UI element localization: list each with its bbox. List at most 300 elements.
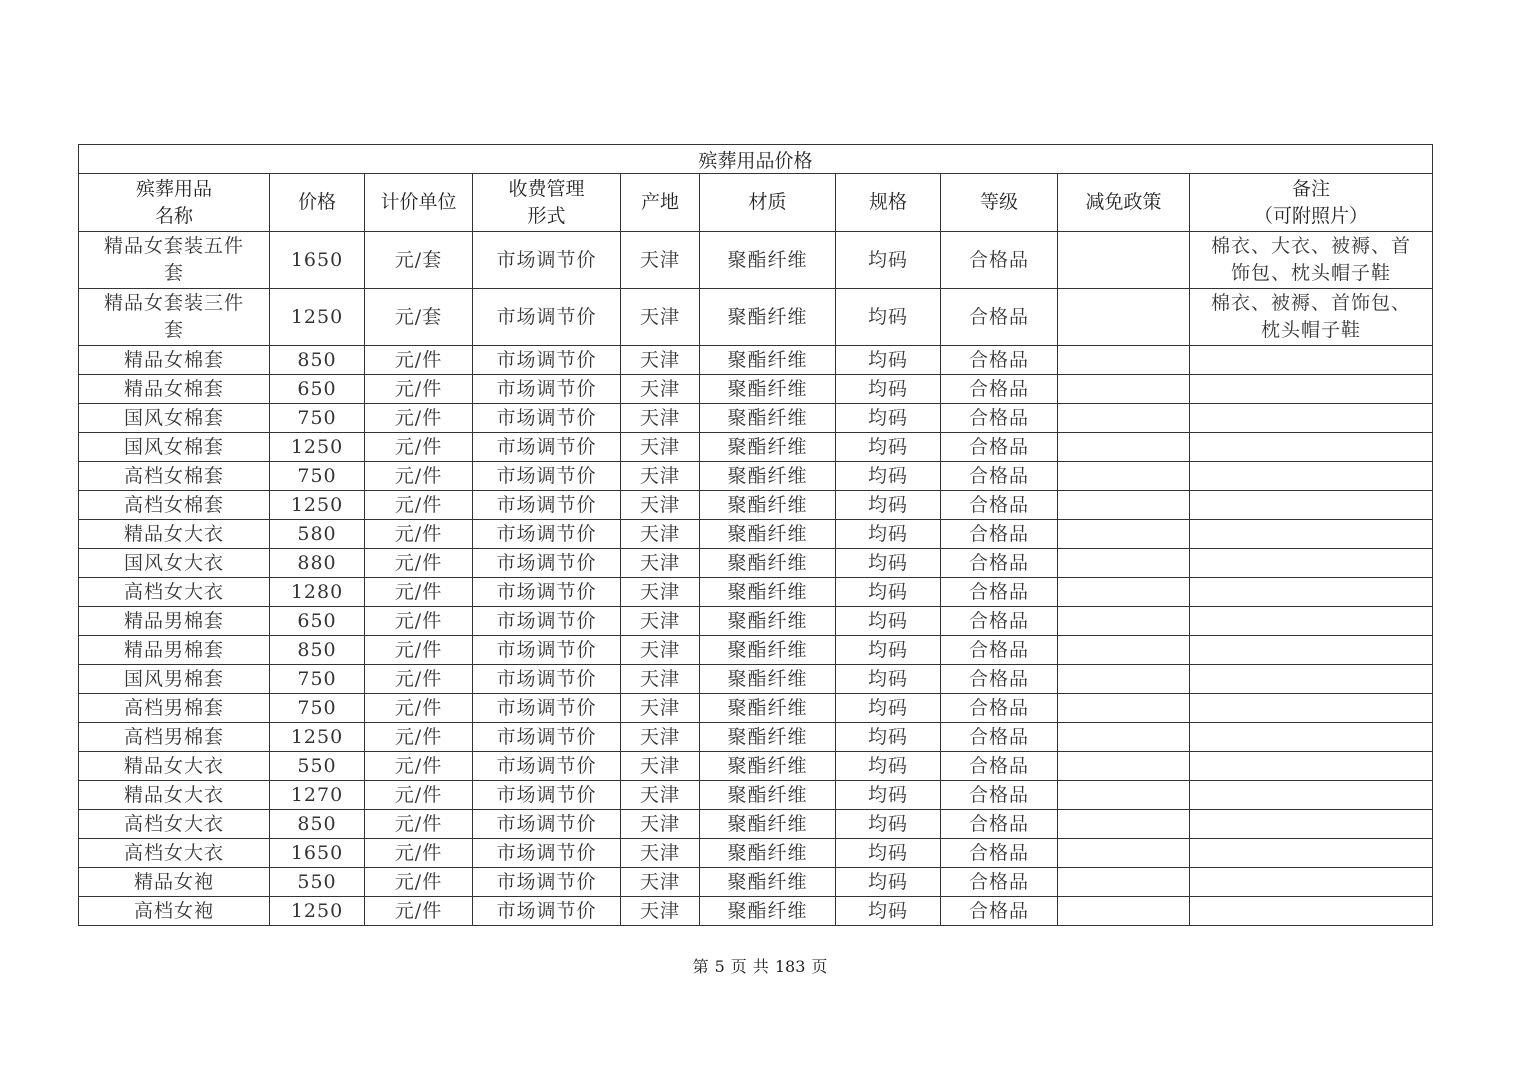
cell-grade: 合格品 xyxy=(941,232,1058,289)
cell-spec: 均码 xyxy=(836,578,941,607)
footer-total-pages: 183 xyxy=(774,957,806,976)
cell-name-line: 套 xyxy=(163,262,184,284)
cell-spec: 均码 xyxy=(836,723,941,752)
cell-origin: 天津 xyxy=(621,549,700,578)
cell-material: 聚酯纤维 xyxy=(700,578,836,607)
header-line: 减免政策 xyxy=(1085,191,1162,213)
cell-mgmt: 市场调节价 xyxy=(473,289,621,346)
cell-note xyxy=(1190,578,1433,607)
cell-price: 650 xyxy=(270,375,365,404)
cell-price: 850 xyxy=(270,636,365,665)
cell-unit: 元/件 xyxy=(365,433,473,462)
cell-name-line: 精品女大衣 xyxy=(123,522,224,545)
cell-unit: 元/件 xyxy=(365,665,473,694)
cell-material: 聚酯纤维 xyxy=(700,375,836,404)
header-material xyxy=(700,174,836,232)
cell-unit: 元/件 xyxy=(365,607,473,636)
cell-material: 聚酯纤维 xyxy=(700,549,836,578)
cell-mgmt: 市场调节价 xyxy=(473,462,621,491)
table-title: 殡葬用品价格 xyxy=(79,145,1433,174)
cell-note xyxy=(1190,462,1433,491)
cell-price: 1650 xyxy=(270,839,365,868)
cell-price: 650 xyxy=(270,607,365,636)
cell-grade: 合格品 xyxy=(941,346,1058,375)
cell-price: 1250 xyxy=(270,491,365,520)
table-row xyxy=(79,694,1433,723)
cell-unit: 元/件 xyxy=(365,404,473,433)
header-line: 价格 xyxy=(297,191,336,213)
cell-spec: 均码 xyxy=(836,665,941,694)
cell-note xyxy=(1190,694,1433,723)
table-row xyxy=(79,781,1433,810)
cell-relief xyxy=(1058,665,1190,694)
cell-grade: 合格品 xyxy=(941,781,1058,810)
cell-price: 1270 xyxy=(270,781,365,810)
cell-spec: 均码 xyxy=(836,289,941,346)
cell-note xyxy=(1190,346,1433,375)
footer-page-number: 5 xyxy=(714,957,725,976)
cell-note xyxy=(1190,897,1433,926)
cell-note xyxy=(1190,665,1433,694)
cell-relief xyxy=(1058,520,1190,549)
cell-price: 1250 xyxy=(270,433,365,462)
cell-origin: 天津 xyxy=(621,839,700,868)
cell-name xyxy=(79,694,270,723)
cell-price: 850 xyxy=(270,810,365,839)
cell-grade: 合格品 xyxy=(941,868,1058,897)
table-row xyxy=(79,810,1433,839)
header-grade xyxy=(941,174,1058,232)
cell-name-line: 精品女棉套 xyxy=(123,348,224,371)
cell-unit: 元/件 xyxy=(365,694,473,723)
header-origin xyxy=(621,174,700,232)
cell-spec: 均码 xyxy=(836,752,941,781)
table-row xyxy=(79,897,1433,926)
cell-material: 聚酯纤维 xyxy=(700,462,836,491)
cell-material: 聚酯纤维 xyxy=(700,636,836,665)
cell-name xyxy=(79,839,270,868)
cell-unit: 元/件 xyxy=(365,636,473,665)
header-line: 规格 xyxy=(868,191,907,213)
cell-spec: 均码 xyxy=(836,636,941,665)
cell-relief xyxy=(1058,752,1190,781)
cell-price: 1250 xyxy=(270,723,365,752)
cell-price: 550 xyxy=(270,868,365,897)
cell-grade: 合格品 xyxy=(941,578,1058,607)
cell-grade: 合格品 xyxy=(941,433,1058,462)
cell-material: 聚酯纤维 xyxy=(700,433,836,462)
cell-mgmt: 市场调节价 xyxy=(473,404,621,433)
cell-name-line: 精品女棉套 xyxy=(123,377,224,400)
cell-name xyxy=(79,549,270,578)
cell-name xyxy=(79,491,270,520)
cell-price: 1250 xyxy=(270,289,365,346)
table-row xyxy=(79,346,1433,375)
cell-price: 1280 xyxy=(270,578,365,607)
cell-grade: 合格品 xyxy=(941,375,1058,404)
cell-origin: 天津 xyxy=(621,491,700,520)
cell-relief xyxy=(1058,549,1190,578)
header-note xyxy=(1190,174,1433,232)
cell-note xyxy=(1190,232,1433,289)
cell-name xyxy=(79,665,270,694)
cell-name xyxy=(79,232,270,289)
cell-material: 聚酯纤维 xyxy=(700,897,836,926)
cell-price: 880 xyxy=(270,549,365,578)
cell-relief xyxy=(1058,781,1190,810)
cell-origin: 天津 xyxy=(621,781,700,810)
cell-unit: 元/件 xyxy=(365,752,473,781)
cell-name xyxy=(79,520,270,549)
table-row xyxy=(79,289,1433,346)
cell-name-line: 精品女套装五件 xyxy=(103,235,244,257)
cell-unit: 元/套 xyxy=(365,289,473,346)
cell-relief xyxy=(1058,723,1190,752)
header-line: 产地 xyxy=(640,191,679,213)
cell-origin: 天津 xyxy=(621,232,700,289)
cell-grade: 合格品 xyxy=(941,289,1058,346)
cell-name xyxy=(79,607,270,636)
cell-price: 1250 xyxy=(270,897,365,926)
cell-name xyxy=(79,781,270,810)
cell-relief xyxy=(1058,578,1190,607)
cell-spec: 均码 xyxy=(836,491,941,520)
cell-grade: 合格品 xyxy=(941,549,1058,578)
cell-name xyxy=(79,897,270,926)
cell-unit: 元/件 xyxy=(365,462,473,491)
cell-mgmt: 市场调节价 xyxy=(473,665,621,694)
cell-origin: 天津 xyxy=(621,289,700,346)
cell-material: 聚酯纤维 xyxy=(700,491,836,520)
cell-name xyxy=(79,810,270,839)
cell-name-line: 高档女棉套 xyxy=(123,493,224,516)
header-line: （可附照片） xyxy=(1254,204,1369,227)
cell-name-line: 高档女棉套 xyxy=(123,464,224,487)
table-row xyxy=(79,491,1433,520)
cell-material: 聚酯纤维 xyxy=(700,665,836,694)
header-line: 计价单位 xyxy=(380,191,457,213)
cell-material: 聚酯纤维 xyxy=(700,839,836,868)
cell-unit: 元/件 xyxy=(365,810,473,839)
cell-spec: 均码 xyxy=(836,346,941,375)
cell-note xyxy=(1190,404,1433,433)
cell-spec: 均码 xyxy=(836,462,941,491)
table-row xyxy=(79,549,1433,578)
cell-relief xyxy=(1058,289,1190,346)
cell-unit: 元/件 xyxy=(365,868,473,897)
cell-name-line: 高档男棉套 xyxy=(123,725,224,748)
cell-mgmt: 市场调节价 xyxy=(473,491,621,520)
cell-grade: 合格品 xyxy=(941,694,1058,723)
cell-name-line: 高档女大衣 xyxy=(123,841,224,864)
cell-note xyxy=(1190,839,1433,868)
cell-price: 850 xyxy=(270,346,365,375)
cell-price: 1650 xyxy=(270,232,365,289)
cell-unit: 元/件 xyxy=(365,520,473,549)
table-row xyxy=(79,232,1433,289)
cell-relief xyxy=(1058,462,1190,491)
cell-note xyxy=(1190,810,1433,839)
cell-mgmt: 市场调节价 xyxy=(473,723,621,752)
cell-name xyxy=(79,578,270,607)
cell-note xyxy=(1190,289,1433,346)
cell-mgmt: 市场调节价 xyxy=(473,578,621,607)
cell-material: 聚酯纤维 xyxy=(700,520,836,549)
cell-name xyxy=(79,346,270,375)
cell-spec: 均码 xyxy=(836,520,941,549)
table-body xyxy=(79,232,1433,926)
table-row xyxy=(79,839,1433,868)
cell-note-line: 饰包、枕头帽子鞋 xyxy=(1231,262,1392,284)
cell-unit: 元/件 xyxy=(365,549,473,578)
cell-spec: 均码 xyxy=(836,839,941,868)
cell-name-line: 精品女大衣 xyxy=(123,783,224,806)
cell-grade: 合格品 xyxy=(941,491,1058,520)
cell-origin: 天津 xyxy=(621,404,700,433)
cell-spec: 均码 xyxy=(836,607,941,636)
cell-mgmt: 市场调节价 xyxy=(473,607,621,636)
cell-spec: 均码 xyxy=(836,404,941,433)
cell-note xyxy=(1190,781,1433,810)
cell-mgmt: 市场调节价 xyxy=(473,232,621,289)
cell-name-line: 精品男棉套 xyxy=(123,609,224,632)
cell-material: 聚酯纤维 xyxy=(700,723,836,752)
cell-origin: 天津 xyxy=(621,810,700,839)
cell-origin: 天津 xyxy=(621,752,700,781)
cell-note xyxy=(1190,433,1433,462)
cell-name xyxy=(79,433,270,462)
cell-origin: 天津 xyxy=(621,897,700,926)
cell-grade: 合格品 xyxy=(941,752,1058,781)
cell-name-line: 精品男棉套 xyxy=(123,638,224,661)
header-spec xyxy=(836,174,941,232)
header-line: 收费管理 xyxy=(508,177,585,200)
cell-relief xyxy=(1058,694,1190,723)
cell-mgmt: 市场调节价 xyxy=(473,520,621,549)
cell-origin: 天津 xyxy=(621,607,700,636)
cell-grade: 合格品 xyxy=(941,839,1058,868)
cell-unit: 元/件 xyxy=(365,839,473,868)
cell-origin: 天津 xyxy=(621,433,700,462)
header-line: 材质 xyxy=(748,191,787,213)
header-mgmt xyxy=(473,174,621,232)
cell-note xyxy=(1190,520,1433,549)
cell-relief xyxy=(1058,433,1190,462)
cell-mgmt: 市场调节价 xyxy=(473,752,621,781)
table-row xyxy=(79,665,1433,694)
cell-relief xyxy=(1058,897,1190,926)
cell-note xyxy=(1190,723,1433,752)
cell-grade: 合格品 xyxy=(941,607,1058,636)
cell-origin: 天津 xyxy=(621,868,700,897)
header-relief xyxy=(1058,174,1190,232)
table-row xyxy=(79,578,1433,607)
cell-note-line: 棉衣、被褥、首饰包、 xyxy=(1211,292,1412,314)
header-line: 殡葬用品 xyxy=(135,177,212,200)
table-row xyxy=(79,375,1433,404)
cell-price: 750 xyxy=(270,665,365,694)
cell-spec: 均码 xyxy=(836,375,941,404)
cell-mgmt: 市场调节价 xyxy=(473,549,621,578)
table-row xyxy=(79,520,1433,549)
cell-grade: 合格品 xyxy=(941,636,1058,665)
cell-name-line: 高档女大衣 xyxy=(123,812,224,835)
header-row xyxy=(79,174,1433,232)
table-row xyxy=(79,752,1433,781)
cell-note xyxy=(1190,752,1433,781)
cell-spec: 均码 xyxy=(836,868,941,897)
cell-material: 聚酯纤维 xyxy=(700,868,836,897)
cell-grade: 合格品 xyxy=(941,520,1058,549)
footer-prefix: 第 xyxy=(692,957,709,976)
cell-mgmt: 市场调节价 xyxy=(473,375,621,404)
cell-unit: 元/件 xyxy=(365,723,473,752)
cell-mgmt: 市场调节价 xyxy=(473,346,621,375)
header-line: 名称 xyxy=(154,204,193,227)
table-row xyxy=(79,723,1433,752)
cell-unit: 元/件 xyxy=(365,346,473,375)
cell-name xyxy=(79,289,270,346)
cell-price: 580 xyxy=(270,520,365,549)
cell-material: 聚酯纤维 xyxy=(700,752,836,781)
cell-grade: 合格品 xyxy=(941,665,1058,694)
cell-note xyxy=(1190,549,1433,578)
cell-name-line: 精品女套装三件 xyxy=(103,292,244,314)
footer-page-word: 页 xyxy=(730,957,747,976)
cell-relief xyxy=(1058,346,1190,375)
cell-grade: 合格品 xyxy=(941,897,1058,926)
header-line: 等级 xyxy=(979,191,1018,213)
cell-name-line: 国风女棉套 xyxy=(123,406,224,429)
cell-material: 聚酯纤维 xyxy=(700,781,836,810)
cell-mgmt: 市场调节价 xyxy=(473,636,621,665)
table-row xyxy=(79,433,1433,462)
cell-origin: 天津 xyxy=(621,520,700,549)
cell-name-line: 精品女大衣 xyxy=(123,754,224,777)
header-name xyxy=(79,174,270,232)
table-row xyxy=(79,462,1433,491)
cell-name-line: 国风男棉套 xyxy=(123,667,224,690)
cell-material: 聚酯纤维 xyxy=(700,810,836,839)
cell-price: 550 xyxy=(270,752,365,781)
cell-grade: 合格品 xyxy=(941,404,1058,433)
cell-name-line: 高档女大衣 xyxy=(123,580,224,603)
cell-name-line: 国风女棉套 xyxy=(123,435,224,458)
cell-grade: 合格品 xyxy=(941,462,1058,491)
cell-mgmt: 市场调节价 xyxy=(473,781,621,810)
cell-unit: 元/件 xyxy=(365,375,473,404)
cell-price: 750 xyxy=(270,694,365,723)
cell-mgmt: 市场调节价 xyxy=(473,694,621,723)
cell-name-line: 高档男棉套 xyxy=(123,696,224,719)
cell-unit: 元/件 xyxy=(365,781,473,810)
cell-origin: 天津 xyxy=(621,665,700,694)
cell-mgmt: 市场调节价 xyxy=(473,839,621,868)
cell-origin: 天津 xyxy=(621,578,700,607)
page-footer xyxy=(0,954,1520,977)
cell-name xyxy=(79,462,270,491)
cell-material: 聚酯纤维 xyxy=(700,694,836,723)
table-row xyxy=(79,636,1433,665)
cell-unit: 元/件 xyxy=(365,897,473,926)
cell-material: 聚酯纤维 xyxy=(700,232,836,289)
cell-relief xyxy=(1058,607,1190,636)
header-line: 备注 xyxy=(1292,177,1331,200)
cell-material: 聚酯纤维 xyxy=(700,404,836,433)
cell-note-line: 枕头帽子鞋 xyxy=(1261,319,1362,341)
table-row xyxy=(79,868,1433,897)
cell-spec: 均码 xyxy=(836,897,941,926)
table-row xyxy=(79,404,1433,433)
cell-name-line: 高档女袍 xyxy=(133,899,214,922)
cell-relief xyxy=(1058,839,1190,868)
cell-name xyxy=(79,723,270,752)
cell-note-line: 棉衣、大衣、被褥、首 xyxy=(1211,235,1412,257)
cell-spec: 均码 xyxy=(836,781,941,810)
cell-price: 750 xyxy=(270,404,365,433)
cell-grade: 合格品 xyxy=(941,810,1058,839)
cell-origin: 天津 xyxy=(621,723,700,752)
cell-name-line: 国风女大衣 xyxy=(123,551,224,574)
cell-note xyxy=(1190,636,1433,665)
cell-name xyxy=(79,636,270,665)
cell-name xyxy=(79,752,270,781)
cell-price: 750 xyxy=(270,462,365,491)
cell-relief xyxy=(1058,232,1190,289)
cell-material: 聚酯纤维 xyxy=(700,289,836,346)
cell-relief xyxy=(1058,491,1190,520)
cell-grade: 合格品 xyxy=(941,723,1058,752)
cell-origin: 天津 xyxy=(621,462,700,491)
cell-spec: 均码 xyxy=(836,694,941,723)
cell-mgmt: 市场调节价 xyxy=(473,810,621,839)
header-unit xyxy=(365,174,473,232)
cell-name xyxy=(79,375,270,404)
cell-spec: 均码 xyxy=(836,549,941,578)
cell-note xyxy=(1190,607,1433,636)
cell-note xyxy=(1190,868,1433,897)
cell-relief xyxy=(1058,868,1190,897)
cell-spec: 均码 xyxy=(836,232,941,289)
cell-note xyxy=(1190,491,1433,520)
cell-origin: 天津 xyxy=(621,694,700,723)
cell-relief xyxy=(1058,404,1190,433)
table-row xyxy=(79,607,1433,636)
header-price xyxy=(270,174,365,232)
cell-mgmt: 市场调节价 xyxy=(473,868,621,897)
cell-spec: 均码 xyxy=(836,810,941,839)
price-table xyxy=(78,144,1433,926)
cell-mgmt: 市场调节价 xyxy=(473,433,621,462)
cell-name xyxy=(79,404,270,433)
cell-relief xyxy=(1058,375,1190,404)
cell-unit: 元/件 xyxy=(365,491,473,520)
cell-origin: 天津 xyxy=(621,375,700,404)
cell-note xyxy=(1190,375,1433,404)
cell-relief xyxy=(1058,810,1190,839)
cell-spec: 均码 xyxy=(836,433,941,462)
cell-name-line: 精品女袍 xyxy=(133,870,214,893)
header-line: 形式 xyxy=(527,204,566,227)
cell-unit: 元/件 xyxy=(365,578,473,607)
cell-relief xyxy=(1058,636,1190,665)
cell-mgmt: 市场调节价 xyxy=(473,897,621,926)
footer-suffix: 页 xyxy=(811,957,828,976)
cell-origin: 天津 xyxy=(621,636,700,665)
cell-material: 聚酯纤维 xyxy=(700,607,836,636)
cell-origin: 天津 xyxy=(621,346,700,375)
cell-unit: 元/套 xyxy=(365,232,473,289)
